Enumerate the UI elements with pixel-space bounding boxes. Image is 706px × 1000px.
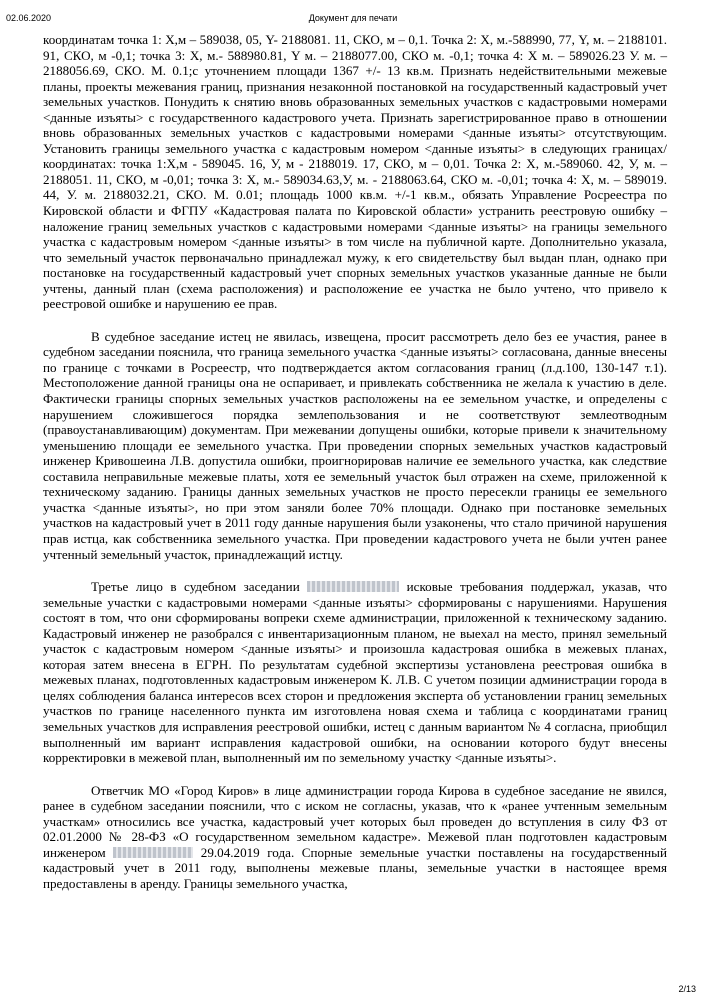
paragraph-defendant-start: Ответчик МО «Город Киров» в лице администрации города Кирова в судебное заседание не явился, ранее в судебном заседании пояснили, что с иском не согласны, указав, что к «ранее учтенным земельным участкам» относились все участка, кадастровый учет которых был проведен до вступления в силу ФЗ от 02.01.2000 № 28-ФЗ «О государственном земельном кадастре». Межевой план подготовлен кадастровым инженером <box>43 782 667 860</box>
paragraph-third-party-start: Третье лицо в судебном заседании <box>91 579 300 595</box>
paragraph-claims: координатам точка 1: Х,м – 589038, 05, Y- 2188081. 11, СКО, м – 0,1. Точка 2: Х, м.-588990, 77, Y, м. – 2188101. 91, СКО, м -0,1; точка 3: Х, м.- 588980.81, Y м. – 2188077.00, СКО м. -0,1; точка 4: Х м. – 589026.23 У. м. – 2188056.69, СКО. М. 0.1;с уточнением площади 1367 +/- 13 кв.м. Признать недействительными межевые планы, проекты межевания границ, признания незаконной постановкой на государственный кадастровый учет земельных участков. Понудить к снятию вновь образованных земельных участков с кадастровыми номерами <данные изъяты> с государственного кадастрового учета. Признать зарегистрированное право в отношении вновь образованных земельных участков с кадастровыми номерами <данные изъяты> отсутствующим. Установить границы земельного участка с кадастровым номером <данные изъяты> в следующих границах/координатах: точка 1:Х,м - 589045. 16, У, м - 2188019. 17, СКО, м – 0,01. Точка 2: Х, м.-589060. 42, У, м. – 2188051. 11, СКО, м -0,01; точка 3: Х, м.- 589034.63,У, м. - 2188063.64, СКО м. -0,01; точка 4: Х, м. – 589019. 44, У. м. 2188032.21, СКО. М. 0.01; площадь 1000 кв.м. +/-1 кв.м., обязать Управление Росреестра по Кировской области и ФГПУ «Кадастровая палата по Кировской области» устранить реестровую ошибку – наложение границ земельных участков с кадастровыми номерами <данные изъяты> на границы земельного участка с кадастровым номером <данные изъяты> в том числе на публичной карте. Дополнительно указала, что земельный участок первоначально принадлежал мужу, к его свидетельству был выдан план, однако при постановке на государственный кадастровый учет спорных земельных участков указанные данные не были учтены, данный план (схема расположения) и расположение ее участка не было учтено, что привело к реестровой ошибке и нарушению ее прав. <box>43 32 667 312</box>
paragraph-gap <box>43 766 667 783</box>
paragraph-gap <box>43 312 667 329</box>
print-title: Документ для печати <box>308 13 398 23</box>
redacted-name <box>307 581 399 592</box>
redacted-name <box>113 847 193 858</box>
paragraph-defendant-rest: 29.04.2019 года. Спорные земельные участки поставлены на государственный кадастровый учет в 2011 году, выполнены межевые планы, земельные участки в настоящее время предоставлены в аренду. Границы земельного участка, <box>43 844 667 891</box>
paragraph-plaintiff: В судебное заседание истец не явилась, извещена, просит рассмотреть дело без ее участия, ранее в судебном заседании пояснила, что граница земельного участка <данные изъяты> согласована, данные внесены по границе с точками в Росреестр, что подтверждается актом согласования границ (л.д.100, 130-147 т.1). Местоположение данной границы она не оспаривает, и привлекать собственника не желала к участию в деле. Фактически границы спорных земельных участков расположены на ее земельном участке, и определены с нарушением сложившегося порядка землепользования и не соответствуют землеотводным (правоустанавливающим) документам. При межевании допущены ошибки, которые привели к значительному уменьшению площади ее земельного участка. При проведении спорных земельных участков кадастровый инженер Кривошеина Л.В. допустила ошибки, проигнорировав наличие ее земельного участка, как следствие составила неправильные межевые платы, хотя ее земельный участок был отражен на схеме, приложенной к техническому заданию. Границы данных земельных участков не просто пересекли границы ее земельного участка <данные изъяты>, но при этом заняли более 70% площади. Однако при постановке земельных участков на кадастровый учет в 2011 году данные нарушения были узаконены, что стало причиной нарушения прав истца, как собственника земельного участка. При проведении кадастрового учета не были учтен ранее учтенный земельный участок, принадлежащий истцу. <box>43 328 667 562</box>
paragraph-third-party <box>43 579 667 766</box>
paragraph-third-party-rest: исковые требования поддержал, указав, что земельные участки с кадастровыми номерами <данные изъяты> сформированы с нарушениями. Нарушения состоят в том, что они сформированы вопреки схеме администрации, приложенной к техническому заданию. Кадастровый инженер не разобрался с инвентаризационным планом, не выехал на место, принял земельный участок с кадастровым номером <данные изъяты> и произошла кадастровая ошибка в межевых планах, которая затем внесена в ЕГРН. По результатам судебной экспертизы установлена реестровая ошибка в межевых планах, подготовленных кадастровым инженером К. Л.В. С учетом позиции администрации города в целях соблюдения баланса интересов всех сторон и предложения эксперта об установлении границ земельных участков по границе населенного пункта им изготовлена новая схема и таблица с координатами границ земельных участков для исправления реестровой ошибки, истец с данным вариантом № 4 согласна, приобщил выполненный им вариант исправления кадастровой ошибки, на основании которого будут внесены корректировки в межевой план, выполненный им по земельному участку <данные изъяты>. <box>43 579 667 766</box>
document-body <box>43 32 667 891</box>
page-number: 2/13 <box>678 984 696 994</box>
paragraph-defendant <box>43 783 667 892</box>
paragraph-gap <box>43 562 667 579</box>
print-date: 02.06.2020 <box>6 13 52 23</box>
